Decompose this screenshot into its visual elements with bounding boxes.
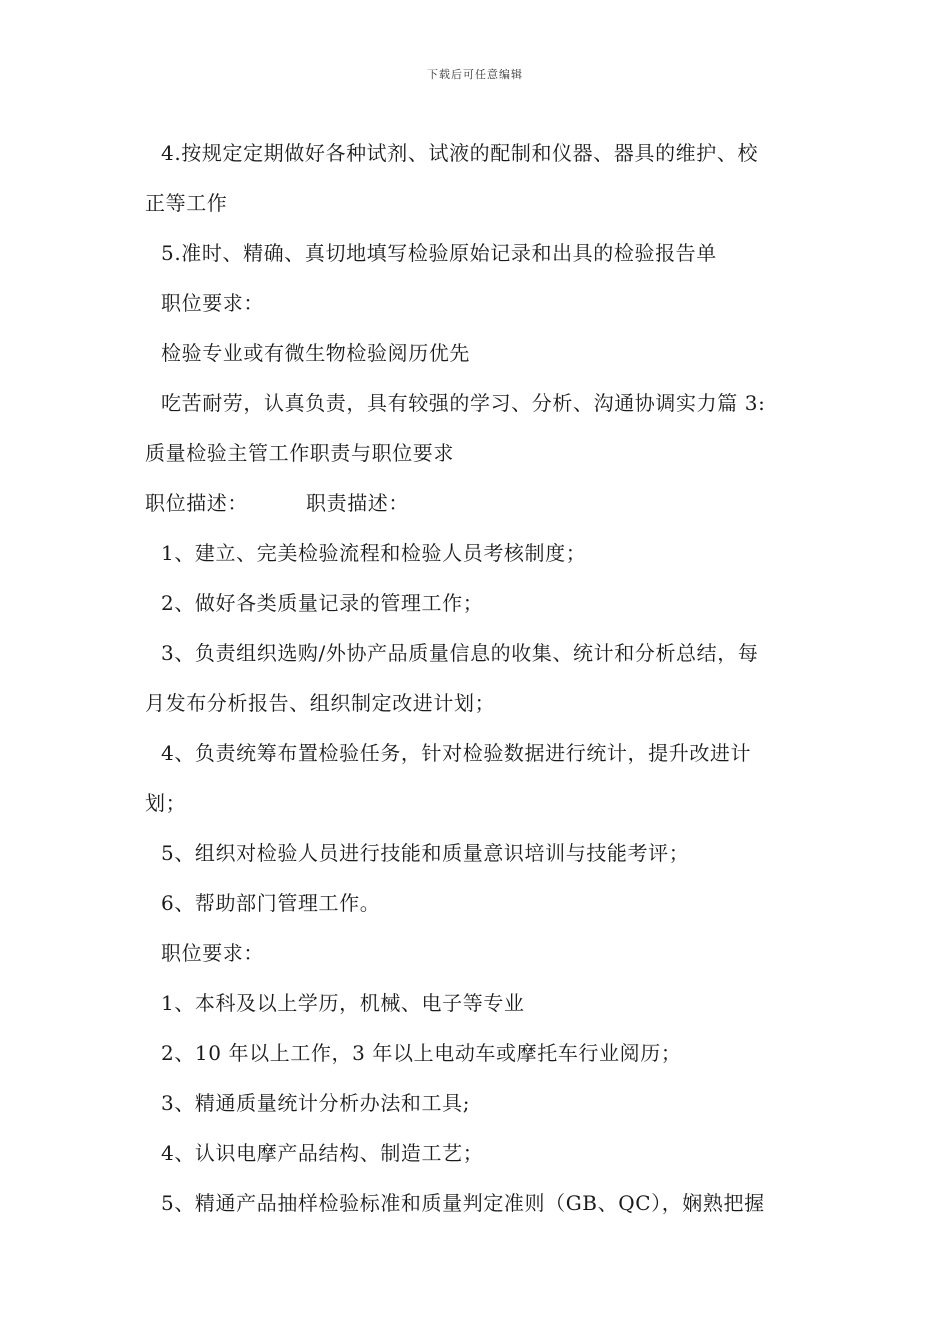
list-item: 4、认识电摩产品结构、制造工艺； [161,1141,484,1165]
section-heading: 职位要求： [161,941,264,965]
list-item: 6、帮助部门管理工作。 [161,891,381,915]
article-title: 质量检验主管工作职责与职位要求 [145,441,454,465]
list-item: 1、本科及以上学历，机械、电子等专业 [161,991,525,1015]
list-item: 5、组织对检验人员进行技能和质量意识培训与技能考评； [161,841,690,865]
list-item-continuation: 月发布分析报告、组织制定改进计划； [145,691,496,715]
section-heading: 职位要求： [161,291,264,315]
list-item: 1、建立、完美检验流程和检验人员考核制度； [161,541,587,565]
list-item: 3、负责组织选购/外协产品质量信息的收集、统计和分析总结，每 [161,641,759,665]
list-item: 3、精通质量统计分析办法和工具; [161,1091,471,1115]
paragraph-line: 5.准时、精确、真切地填写检验原始记录和出具的检验报告单 [161,241,717,265]
list-item: 5、精通产品抽样检验标准和质量判定准则（GB、QC），娴熟把握 [161,1191,765,1215]
paragraph-line: 检验专业或有微生物检验阅历优先 [161,341,470,365]
job-description-label: 职位描述： [145,491,248,515]
list-item: 2、10 年以上工作，3 年以上电动车或摩托车行业阅历； [161,1041,682,1065]
paragraph-line: 正等工作 [145,191,228,215]
duty-description-label: 职责描述： [306,491,409,515]
paragraph-line: 4.按规定定期做好各种试剂、试液的配制和仪器、器具的维护、校 [161,141,759,165]
section-heading-row [145,478,810,528]
paragraph-line: 吃苦耐劳，认真负责，具有较强的学习、分析、沟通协调实力篇 3: [161,391,766,415]
page-header: 下载后可任意编辑 [427,68,523,81]
list-item: 4、负责统筹布置检验任务，针对检验数据进行统计，提升改进计 [161,741,752,765]
list-item: 2、做好各类质量记录的管理工作； [161,591,484,615]
document-body [145,128,810,1228]
list-item-continuation: 划； [145,791,187,815]
